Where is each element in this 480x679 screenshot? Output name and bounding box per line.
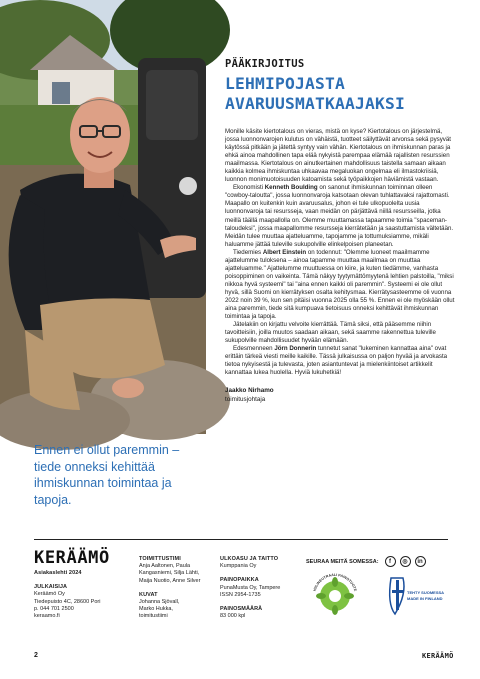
paragraph-2: Ekonomisti Kenneth Boulding on sanonut ihmiskunnan toiminnan olleen "cowboy-taloutta", jossa luonnonvaroja katsotaan olevan tuhlattavaksi rajattomasti. Maapallo on kuitenkin kuin avaruusalus, johon ei tule ulkopuolelta uusia luonnonvaroja tai resursseja, vaan meidän on pärjättävä niillä resursseilla, jotka meillä täällä maapallolla on. Olemme muuttamassa tapaamme toimia "spaceman-taloudeksi", jossa maapallomme resursseja kierrätetään ja saastuttamista vältetään. Meidän tulee muuttaa ajatteluamme, tapojamme ja tottumuksiamme, mikäli haluamme jättää tuleville sukupolville elinkelpoisen planeetan.	[225, 184, 454, 248]
made-in-finland-badge	[381, 574, 445, 620]
footer-logo: KERÄÄMÖ	[422, 652, 454, 660]
paragraph-5: Edesmenneen Jörn Donnerin tunnetut sanat "lukeminen kannattaa aina" ovat erittäin tärkeä viesti meille kaikille. Tässä julkaisussa on paljon hyvää ja arvokasta tietoa nykyisestä ja tulevasta, joten asiantuntevat ja mielenkiintoiset artikkelit kannattaa lukea huolella. Hyviä lukuhetkiä!	[225, 345, 448, 377]
paragraph-4: Jätelakiin on kirjattu velvoite kierrättää. Tämä siksi, että pääsemme niihin tavoitteisiin, joilla muutos saadaan aikaan, sekä saamme rakennettua tuleville sukupolville mahdollisuudet hyvään elämään.	[225, 321, 436, 345]
signature	[225, 387, 457, 403]
name-donner: Jörn Donnerin	[274, 345, 317, 353]
badge-fin-line1: TEHTY SUOMESSA	[407, 590, 445, 595]
social-links	[306, 556, 430, 567]
footer-divider	[34, 539, 448, 540]
article-body	[225, 128, 457, 377]
paragraph-1: Monille käsite kiertotalous on vieras, mistä on kyse? Kiertotalous on järjestelmä, jossa luonnonvarojen kulutus on vähäistä, tuotteet säilyttävät arvonsa sekä pysyvät käytössä pitkään ja jätettä syntyy vain vähän. Kiertotalous on ihmiskunnan paras ja ehkä ainoa mahdollinen tapa elää nykyistä parempaa elämää rajallisten resurssien maailmassa. Kiertotalous on ainutkertainen mahdollisuus taistella samaan aikaan kaikkia kolmea ihmiskuntaa uhkaavaa megaluokan ongelmaa eli ilmastokriisiä, luonnon monimuotoisuuden katoamista sekä työpaikkojen häviämistä vastaan.	[225, 128, 451, 184]
linkedin-icon[interactable]: in	[415, 556, 426, 567]
colophon-production: ULKOASU JA TAITTO Kumppania Oy PAINOPAIKKA PunaMusta Oy, Tampere ISSN 2954-1735 PAINOSMÄÄRÄ 83 000 kpl	[220, 556, 281, 620]
carbon-neutral-badge	[307, 572, 363, 624]
colophon-editors: TOIMITTUSTIMI Anja Aaltonen, Paula Kangasniemi, Silja Lähti, Maija Nuotio, Anne Silver KUVAT Johanna Sjövall, Marko Hukka, toimitustiimi	[139, 556, 201, 620]
instagram-icon[interactable]: ◎	[400, 556, 411, 567]
article-headline: LEHMIPOJASTA AVARUUSMATKAAJAKSI	[225, 74, 406, 113]
cover-photo	[0, 0, 206, 434]
social-label: SEURAA MEITÄ SOMESSA:	[306, 558, 379, 565]
paragraph-3: Tiedemies Albert Einstein on todennut: "Olemme luoneet maailmamme ajattelumme tuloksena – ainoa tapamme muuttaa maailmaa on muuttaa ajatteluamme." Ajattelumme muuttuessa on kiire, ja kuten tiedämme, vanhasta poisoppiminen on vaikeinta. Tämä näkyy tyytymättömyytenä lehtien palstoilla, "miksi nikkoa hyvä systeemi" tai "aina ennen kaikki oli paremmin". Systeemi ei ole ollut hyvä, sillä Suomi on kierrätyksen osalta kehitysmaa. Kierrätysasteemme oli vuonna 2022 noin 39 %, kun sen pitäisi vuonna 2025 olla 55 %. Ennen ei ole myöskään ollut aina paremmin, tiede sitä kumpuava tietoisuus onneksi kehittävät ihmiskunnan toimintaa ja tapoja.	[225, 248, 455, 321]
colophon-publisher: Asiakaslehti 2024 JULKAISIJA Keräämö Oy Tiedepuisto 4C, 28600 Pori p. 044 701 2500 keraamo.fi	[34, 570, 101, 620]
magazine-subtitle: Asiakaslehti 2024	[34, 570, 82, 576]
name-boulding: Kenneth Boulding	[264, 184, 318, 192]
signer-title: toimitusjohtaja	[225, 395, 266, 403]
page-number: 2	[34, 652, 38, 659]
editorial-article	[225, 58, 457, 404]
badge-fin-line2: MADE IN FINLAND	[407, 596, 443, 601]
signer-name: Jaakko Nirhamo	[225, 387, 274, 395]
section-kicker: PÄÄKIRJOITUS	[225, 58, 305, 70]
brand-logo: KERÄÄMÖ	[34, 548, 110, 568]
facebook-icon[interactable]: f	[385, 556, 396, 567]
badge-green-text: HIILINEUTRAALI PAINOTUOTE	[312, 572, 358, 592]
name-einstein: Albert Einstein	[262, 248, 307, 256]
pull-quote: Ennen ei ollut paremmin – tiede onneksi kehittää ihmiskunnan toimintaa ja tapoja.	[34, 443, 180, 507]
